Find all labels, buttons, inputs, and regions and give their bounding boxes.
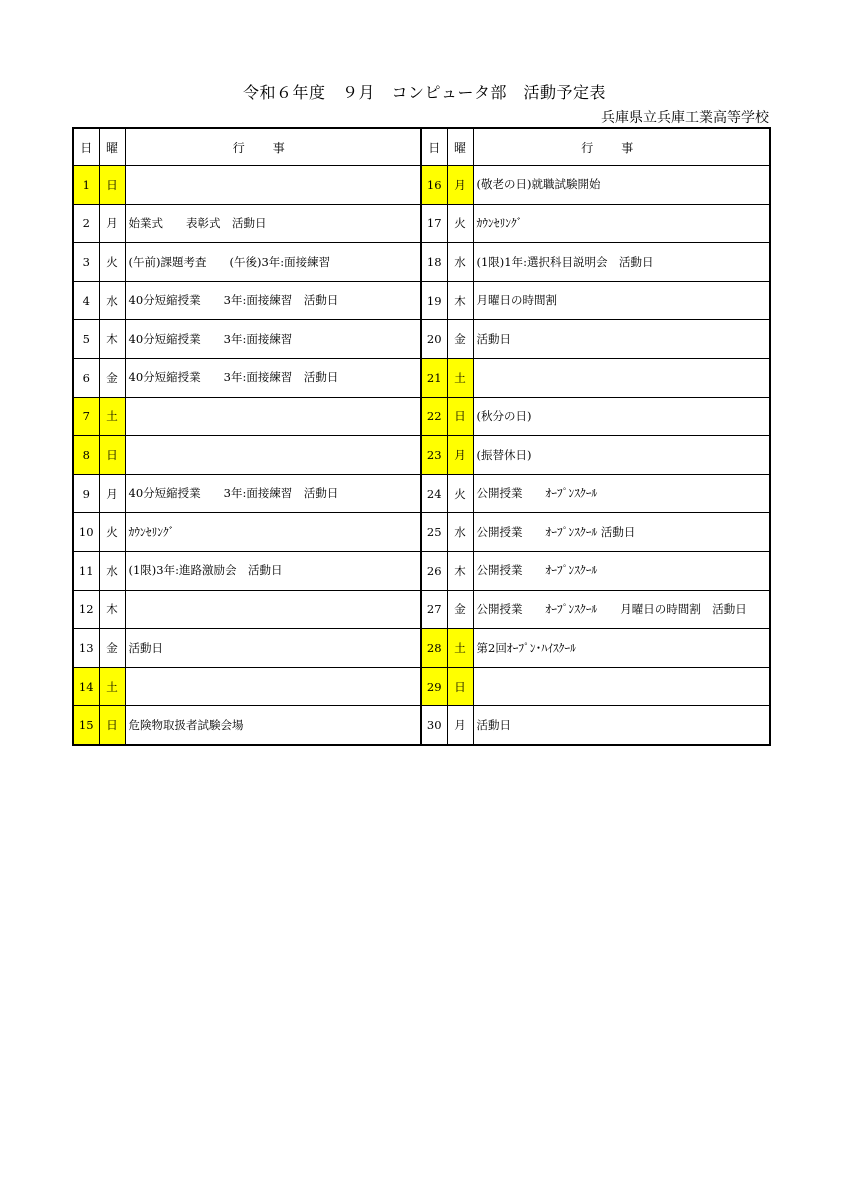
- left-weekday-cell: 月: [99, 204, 125, 243]
- right-day-cell: 16: [421, 166, 447, 205]
- right-event-cell: 公開授業 ｵｰﾌﾟﾝｽｸｰﾙ: [473, 474, 770, 513]
- left-day-cell: 2: [73, 204, 99, 243]
- left-weekday-cell: 火: [99, 243, 125, 282]
- table-row: [73, 551, 770, 590]
- right-day-cell: 26: [421, 551, 447, 590]
- left-weekday-cell: 水: [99, 551, 125, 590]
- left-weekday-cell: 日: [99, 166, 125, 205]
- table-row: [73, 590, 770, 629]
- right-event-cell: [473, 667, 770, 706]
- left-day-cell: 3: [73, 243, 99, 282]
- header-weekday-left: 曜: [99, 128, 125, 166]
- left-day-cell: 14: [73, 667, 99, 706]
- right-weekday-cell: 土: [447, 358, 473, 397]
- left-day-cell: 10: [73, 513, 99, 552]
- left-weekday-cell: 木: [99, 320, 125, 359]
- left-day-cell: 11: [73, 551, 99, 590]
- right-event-cell: (振替休日): [473, 436, 770, 475]
- right-weekday-cell: 月: [447, 706, 473, 745]
- table-row: [73, 706, 770, 745]
- left-event-cell: 40分短縮授業 3年:面接練習 活動日: [125, 474, 421, 513]
- left-weekday-cell: 月: [99, 474, 125, 513]
- table-row: [73, 320, 770, 359]
- right-day-cell: 20: [421, 320, 447, 359]
- right-weekday-cell: 水: [447, 243, 473, 282]
- left-weekday-cell: 金: [99, 358, 125, 397]
- table-row: [73, 281, 770, 320]
- header-weekday-right: 曜: [447, 128, 473, 166]
- left-event-cell: [125, 667, 421, 706]
- left-day-cell: 8: [73, 436, 99, 475]
- left-day-cell: 1: [73, 166, 99, 205]
- left-day-cell: 5: [73, 320, 99, 359]
- left-event-cell: (1限)3年:進路激励会 活動日: [125, 551, 421, 590]
- right-day-cell: 23: [421, 436, 447, 475]
- table-row: [73, 358, 770, 397]
- header-day-left: 日: [73, 128, 99, 166]
- right-event-cell: 公開授業 ｵｰﾌﾟﾝｽｸｰﾙ 月曜日の時間割 活動日: [473, 590, 770, 629]
- table-row: [73, 513, 770, 552]
- left-event-cell: [125, 397, 421, 436]
- page-title: 令和６年度 ９月 コンピュータ部 活動予定表: [242, 83, 606, 102]
- right-day-cell: 28: [421, 629, 447, 668]
- table-row: [73, 474, 770, 513]
- left-event-cell: [125, 436, 421, 475]
- left-weekday-cell: 水: [99, 281, 125, 320]
- right-day-cell: 27: [421, 590, 447, 629]
- schedule-body: [73, 166, 770, 745]
- right-weekday-cell: 月: [447, 436, 473, 475]
- header-events-right: 行事: [473, 128, 770, 166]
- left-weekday-cell: 日: [99, 706, 125, 745]
- table-row: [73, 629, 770, 668]
- left-day-cell: 4: [73, 281, 99, 320]
- left-day-cell: 12: [73, 590, 99, 629]
- left-event-cell: 40分短縮授業 3年:面接練習 活動日: [125, 358, 421, 397]
- right-event-cell: [473, 358, 770, 397]
- right-event-cell: 月曜日の時間割: [473, 281, 770, 320]
- left-event-cell: 40分短縮授業 3年:面接練習: [125, 320, 421, 359]
- right-day-cell: 21: [421, 358, 447, 397]
- table-row: [73, 397, 770, 436]
- left-event-cell: 40分短縮授業 3年:面接練習 活動日: [125, 281, 421, 320]
- left-weekday-cell: 土: [99, 397, 125, 436]
- schedule-table: [72, 127, 771, 746]
- left-weekday-cell: 金: [99, 629, 125, 668]
- right-weekday-cell: 月: [447, 166, 473, 205]
- left-weekday-cell: 木: [99, 590, 125, 629]
- header-row: [73, 128, 770, 166]
- right-day-cell: 17: [421, 204, 447, 243]
- right-event-cell: ｶｳﾝｾﾘﾝｸﾞ: [473, 204, 770, 243]
- right-day-cell: 22: [421, 397, 447, 436]
- right-day-cell: 25: [421, 513, 447, 552]
- right-weekday-cell: 金: [447, 590, 473, 629]
- right-day-cell: 18: [421, 243, 447, 282]
- left-weekday-cell: 火: [99, 513, 125, 552]
- right-day-cell: 19: [421, 281, 447, 320]
- right-event-cell: 活動日: [473, 706, 770, 745]
- left-weekday-cell: 土: [99, 667, 125, 706]
- left-day-cell: 6: [73, 358, 99, 397]
- left-weekday-cell: 日: [99, 436, 125, 475]
- left-day-cell: 9: [73, 474, 99, 513]
- left-event-cell: 始業式 表彰式 活動日: [125, 204, 421, 243]
- left-event-cell: [125, 590, 421, 629]
- right-event-cell: 公開授業 ｵｰﾌﾟﾝｽｸｰﾙ 活動日: [473, 513, 770, 552]
- right-weekday-cell: 火: [447, 204, 473, 243]
- left-day-cell: 15: [73, 706, 99, 745]
- right-event-cell: (1限)1年:選択科目説明会 活動日: [473, 243, 770, 282]
- right-event-cell: (敬老の日)就職試験開始: [473, 166, 770, 205]
- right-event-cell: 第2回ｵｰﾌﾟﾝ･ﾊｲｽｸｰﾙ: [473, 629, 770, 668]
- right-event-cell: 活動日: [473, 320, 770, 359]
- left-event-cell: ｶｳﾝｾﾘﾝｸﾞ: [125, 513, 421, 552]
- left-event-cell: (午前)課題考査 (午後)3年:面接練習: [125, 243, 421, 282]
- right-weekday-cell: 土: [447, 629, 473, 668]
- header-events-left: 行事: [125, 128, 421, 166]
- table-row: [73, 436, 770, 475]
- right-weekday-cell: 日: [447, 667, 473, 706]
- left-event-cell: 活動日: [125, 629, 421, 668]
- header-day-right: 日: [421, 128, 447, 166]
- left-day-cell: 13: [73, 629, 99, 668]
- table-row: [73, 243, 770, 282]
- left-event-cell: [125, 166, 421, 205]
- right-weekday-cell: 木: [447, 551, 473, 590]
- left-event-cell: 危険物取扱者試験会場: [125, 706, 421, 745]
- right-day-cell: 30: [421, 706, 447, 745]
- right-event-cell: (秋分の日): [473, 397, 770, 436]
- right-weekday-cell: 火: [447, 474, 473, 513]
- right-weekday-cell: 木: [447, 281, 473, 320]
- table-row: [73, 667, 770, 706]
- left-day-cell: 7: [73, 397, 99, 436]
- right-weekday-cell: 金: [447, 320, 473, 359]
- right-day-cell: 29: [421, 667, 447, 706]
- right-event-cell: 公開授業 ｵｰﾌﾟﾝｽｸｰﾙ: [473, 551, 770, 590]
- right-day-cell: 24: [421, 474, 447, 513]
- school-name: 兵庫県立兵庫工業高等学校: [601, 110, 769, 126]
- table-row: [73, 204, 770, 243]
- right-weekday-cell: 水: [447, 513, 473, 552]
- table-row: [73, 166, 770, 205]
- right-weekday-cell: 日: [447, 397, 473, 436]
